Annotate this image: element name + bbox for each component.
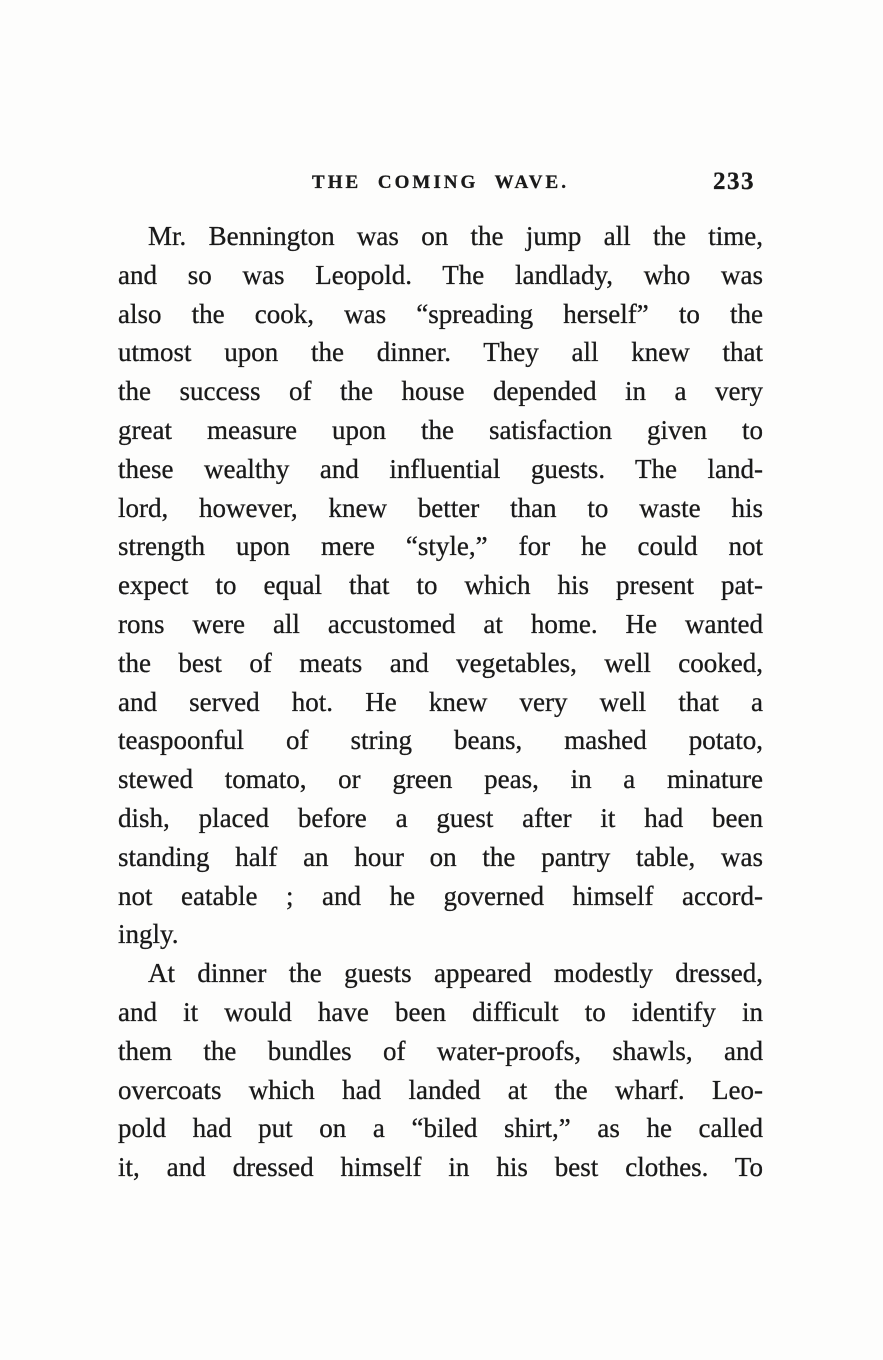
text-line: the success of the house depended in a very — [118, 376, 763, 407]
text-line: pold had put on a “biled shirt,” as he called — [118, 1113, 763, 1144]
text-line: great measure upon the satisfaction given to — [118, 414, 763, 445]
text-line: At dinner the guests appeared modestly dressed, — [148, 958, 763, 989]
page-header — [118, 168, 763, 200]
text-line: stewed tomato, or green peas, in a minature — [118, 764, 763, 795]
text-line: utmost upon the dinner. They all knew that — [118, 337, 763, 368]
text-line: rons were all accustomed at home. He wanted — [118, 608, 763, 639]
text-line: it, and dressed himself in his best clothes. To — [118, 1152, 763, 1183]
text-line: overcoats which had landed at the wharf. Leo- — [118, 1074, 763, 1105]
text-line: them the bundles of water-proofs, shawls, and — [118, 1035, 763, 1066]
text-line: expect to equal that to which his present pat- — [118, 570, 763, 601]
text-line: not eatable ; and he governed himself accord- — [118, 880, 763, 911]
text-line: and it would have been difficult to identify in — [118, 996, 763, 1027]
text-line: and so was Leopold. The landlady, who was — [118, 259, 763, 290]
running-title: THE COMING WAVE. — [312, 172, 569, 193]
page-number: 233 — [713, 168, 755, 195]
text-line: these wealthy and influential guests. The land- — [118, 453, 763, 484]
text-line: strength upon mere “style,” for he could not — [118, 531, 763, 562]
text-line: standing half an hour on the pantry table, was — [118, 841, 763, 872]
text-line: ingly. — [118, 919, 179, 950]
text-line: teaspoonful of string beans, mashed potato, — [118, 725, 763, 756]
text-line: the best of meats and vegetables, well cooked, — [118, 647, 763, 678]
paragraph — [118, 217, 763, 954]
text-line: lord, however, knew better than to waste his — [118, 492, 763, 523]
text-line: also the cook, was “spreading herself” to the — [118, 298, 763, 329]
body-text — [118, 217, 763, 1187]
paragraph — [118, 954, 763, 1187]
text-line: Mr. Bennington was on the jump all the time, — [148, 221, 763, 251]
text-line: dish, placed before a guest after it had been — [118, 802, 763, 833]
text-line: and served hot. He knew very well that a — [118, 686, 763, 717]
